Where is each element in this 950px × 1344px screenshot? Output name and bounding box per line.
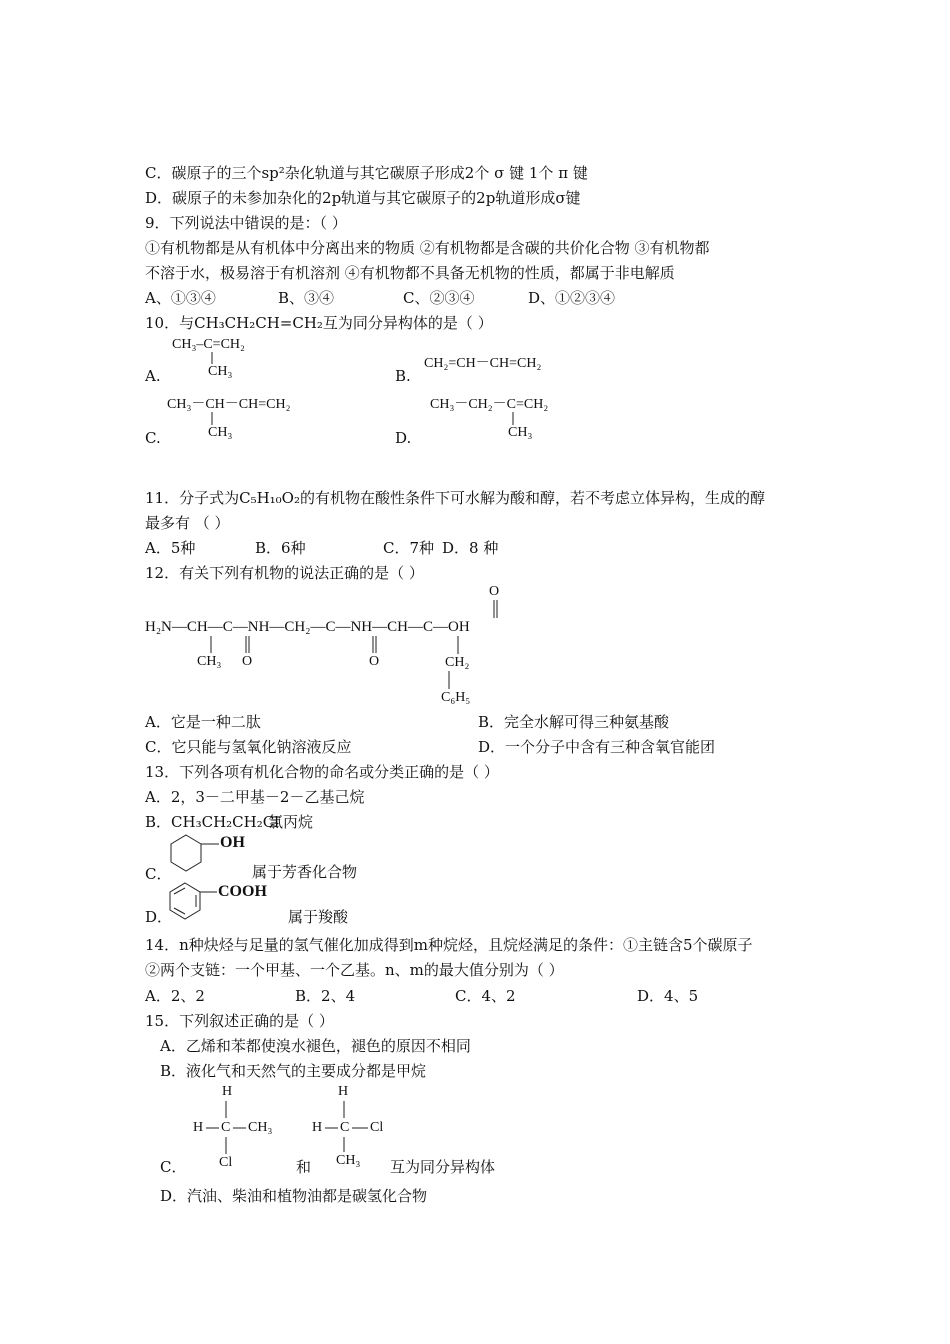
q9-option-b: B、③④: [278, 289, 335, 307]
struct2-h-left: H: [312, 1120, 323, 1135]
q13-stem: 13．下列各项有机化合物的命名或分类正确的是（ ）: [145, 763, 499, 781]
q13-option-d-label: D．: [145, 908, 173, 926]
q15-option-d: D．汽油、柴油和植物油都是碳氢化合物: [160, 1187, 428, 1205]
peptide-carbonyl-o-2: O: [369, 654, 380, 669]
q13-option-b-name: 氯丙烷: [268, 813, 314, 831]
struct1-h-top: H: [222, 1084, 233, 1099]
structure-d-main: CH₃－CH₂－C=CH₂: [430, 397, 549, 412]
q11-option-c: C．7种: [383, 539, 435, 557]
struct1-chlorine: Cl: [219, 1155, 233, 1170]
q11-stem-line1: 11．分子式为C₅H₁₀O₂的有机物在酸性条件下可水解为酸和醇，若不考虑立体异构，生成的醇: [145, 489, 765, 507]
q14-option-a: A．2、2: [145, 987, 205, 1005]
q13-option-c-label: C．: [145, 865, 172, 883]
q9-statement-line1: ①有机物都是从有机体中分离出来的物质 ②有机物都是含碳的共价化合物 ③有机物都: [145, 239, 710, 257]
struct2-h-top: H: [338, 1084, 349, 1099]
q14-option-c: C．4、2: [455, 987, 516, 1005]
q14-option-b: B．2、4: [295, 987, 356, 1005]
q9-stem: 9．下列说法中错误的是：（ ）: [145, 214, 347, 232]
struct1-h-left: H: [193, 1120, 204, 1135]
q10-option-a: A.: [145, 367, 161, 385]
q9-statement-line2: 不溶于水，极易溶于有机溶剂 ④有机物都不具备无机物的性质，都属于非电解质: [145, 264, 675, 282]
structure-c-methyl: CH₃: [208, 425, 233, 440]
peptide-carbonyl-o-top: O: [489, 584, 500, 599]
q15-option-b: B．液化气和天然气的主要成分都是甲烷: [160, 1062, 427, 1080]
q12-option-c: C．它只能与氢氧化钠溶液反应: [145, 738, 352, 756]
structure-b: CH₂=CH－CH=CH₂: [424, 356, 542, 371]
cyclohexane-ring: [171, 835, 201, 871]
q13-option-a: A．2，3－二甲基－2－乙基己烷: [145, 788, 365, 806]
q10-option-c: C.: [145, 429, 161, 447]
q11-option-b: B．6种: [255, 539, 306, 557]
q13-option-b-formula: B．CH₃CH₂CH₂Cl: [145, 813, 280, 831]
q10-option-d: D.: [395, 429, 412, 447]
q13-option-d-text: 属于羧酸: [288, 908, 349, 926]
q12-option-d: D．一个分子中含有三种含氧官能团: [478, 738, 716, 756]
peptide-backbone: H₂N—CH—C—NH—CH₂—C—NH—CH—C—OH: [145, 619, 470, 635]
q15-option-a: A．乙烯和苯都使溴水褪色，褪色的原因不相同: [160, 1037, 471, 1055]
q15-stem: 15．下列叙述正确的是（ ）: [145, 1012, 334, 1030]
structure-d-methyl: CH₃: [508, 425, 533, 440]
peptide-ch2: CH₂: [445, 655, 470, 670]
q9-option-c: C、②③④: [403, 289, 475, 307]
q12-stem: 12．有关下列有机物的说法正确的是（ ）: [145, 564, 424, 582]
q12-option-a: A．它是一种二肽: [145, 713, 261, 731]
q15-option-c-label: C．: [160, 1158, 187, 1176]
q15-option-c-text: 互为同分异构体: [390, 1158, 496, 1176]
q8-option-c: C．碳原子的三个sp²杂化轨道与其它碳原子形成2个 σ 键 1个 π 键: [145, 164, 588, 182]
hydroxyl-group: OH: [220, 834, 245, 851]
q10-stem: 10．与CH₃CH₂CH=CH₂互为同分异构体的是（ ）: [145, 314, 493, 332]
struct2-carbon: C: [340, 1120, 350, 1135]
q9-option-d: D、①②③④: [528, 289, 616, 307]
structure-c-main: CH₃－CH－CH=CH₂: [167, 397, 291, 412]
q9-option-a: A、①③④: [145, 289, 216, 307]
q11-option-d: D．8 种: [442, 539, 499, 557]
carboxyl-group: COOH: [218, 883, 267, 900]
struct1-methyl: CH₃: [248, 1120, 273, 1135]
q11-stem-line2: 最多有 （ ）: [145, 514, 230, 532]
struct1-carbon: C: [221, 1120, 231, 1135]
q15-option-c-and: 和: [296, 1158, 312, 1176]
structure-a-main: CH₃–C=CH₂: [172, 337, 245, 352]
q14-stem-line2: ②两个支链：一个甲基、一个乙基。n、m的最大值分别为（ ）: [145, 961, 564, 979]
peptide-carbonyl-o-1: O: [242, 654, 253, 669]
q12-option-b: B．完全水解可得三种氨基酸: [478, 713, 670, 731]
q10-option-b: B.: [395, 367, 411, 385]
q14-option-d: D．4、5: [637, 987, 699, 1005]
q11-option-a: A．5种: [145, 539, 196, 557]
peptide-phenyl: C₆H₅: [441, 690, 471, 705]
peptide-methyl: CH₃: [197, 654, 222, 669]
structure-a-methyl: CH₃: [208, 364, 233, 379]
q13-option-c-text: 属于芳香化合物: [252, 863, 358, 881]
struct2-methyl: CH₃: [336, 1153, 361, 1168]
struct2-chlorine: Cl: [370, 1120, 384, 1135]
q14-stem-line1: 14．n种炔烃与足量的氢气催化加成得到m种烷烃，且烷烃满足的条件：①主链含5个碳原子: [145, 936, 753, 954]
q8-option-d: D．碳原子的未参加杂化的2p轨道与其它碳原子的2p轨道形成σ键: [145, 189, 581, 207]
